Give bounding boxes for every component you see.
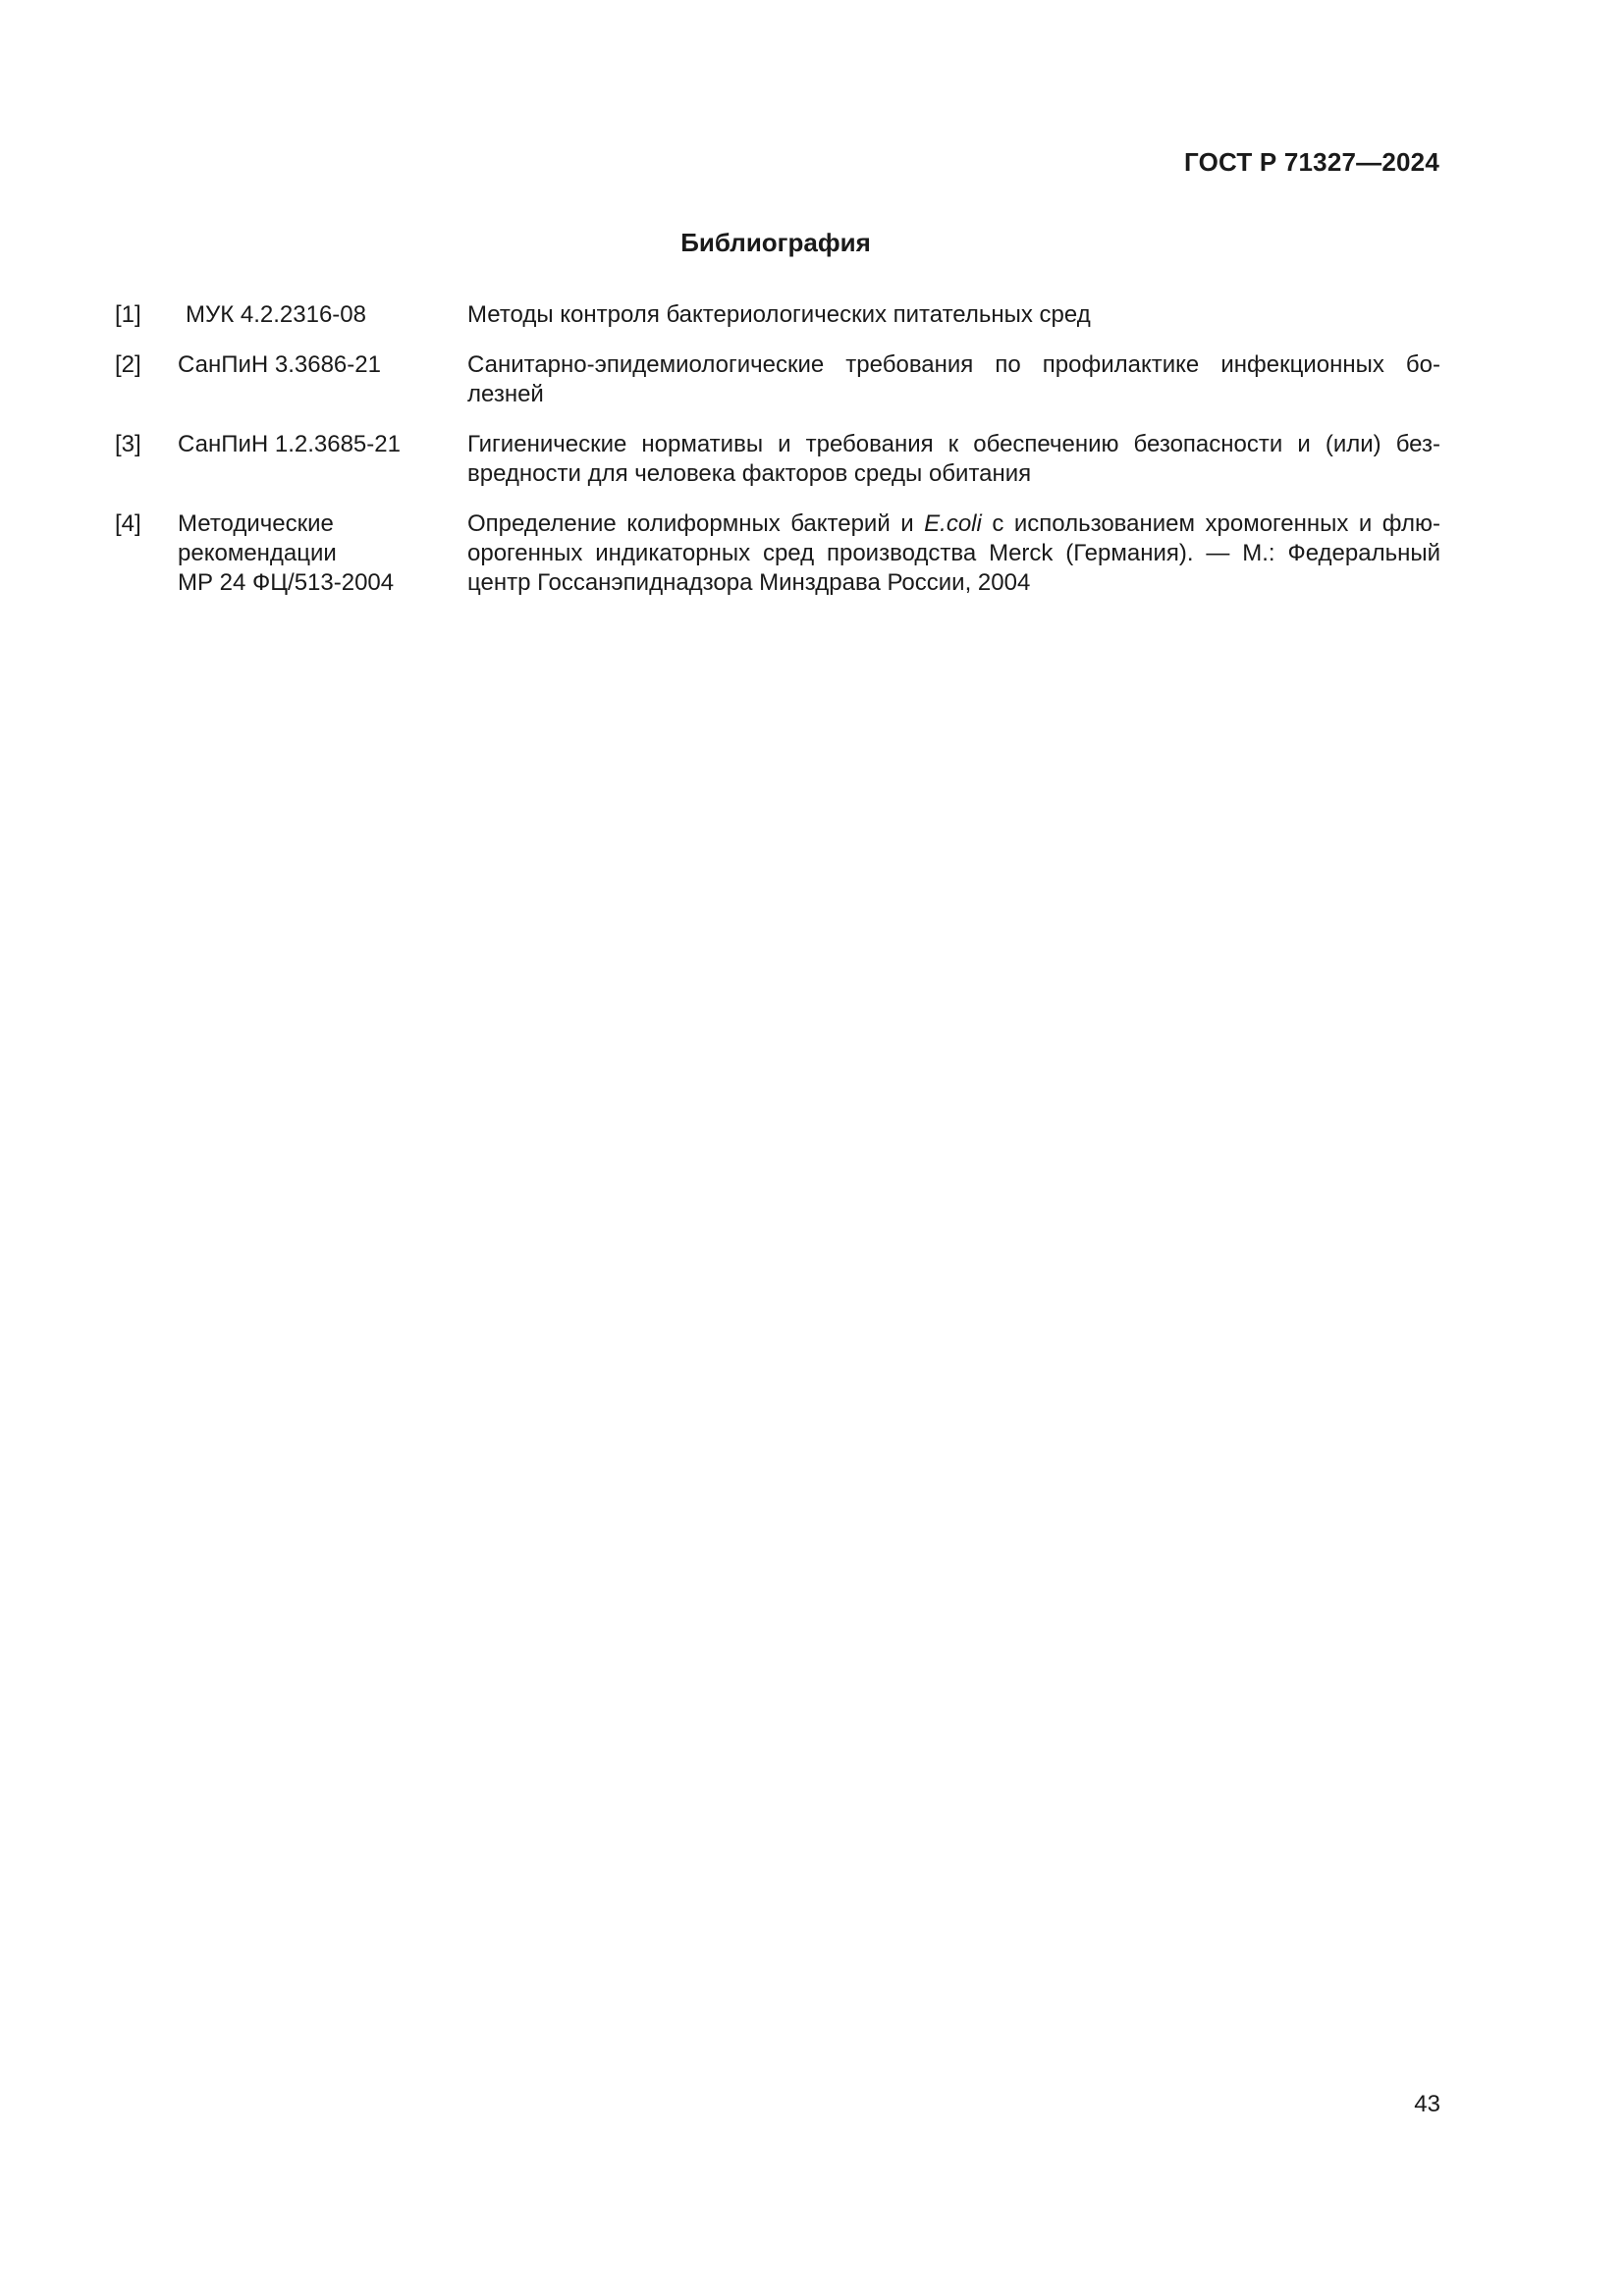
- entry-description-text: Определение колиформных бактерий и: [467, 510, 925, 537]
- entry-description-line: Санитарно-эпидемиологические требования по профилактике инфекционных бо-: [467, 351, 1440, 378]
- page-number: 43: [1414, 2091, 1440, 2117]
- entry-description-line: орогенных индикаторных сред производства Merck (Германия). — М.: Федеральный: [467, 540, 1440, 566]
- entry-number: [3]: [115, 431, 141, 457]
- entry-number: [1]: [115, 301, 141, 328]
- entry-code: [178, 300, 467, 330]
- entry-description-line: Методы контроля бактериологических питательных сред: [467, 301, 1091, 328]
- bibliography-entry-1: [115, 300, 1440, 330]
- page-title: Библиография: [680, 228, 871, 257]
- entry-description-line: лезней: [467, 381, 544, 407]
- entry-description-line: центр Госсанэпиднадзора Минздрава России, 2004: [467, 569, 1031, 596]
- entry-description-line: [467, 509, 1440, 539]
- entry-description-text: с использованием хромогенных и флю-: [981, 510, 1441, 537]
- entry-description: [467, 350, 1440, 409]
- entry-code: [178, 430, 467, 459]
- entry-code: [178, 350, 467, 380]
- entry-description-line: вредности для человека факторов среды обитания: [467, 460, 1032, 487]
- entry-code: [178, 509, 467, 598]
- entry-code-line: МР 24 ФЦ/513-2004: [178, 569, 395, 596]
- entry-description: [467, 509, 1440, 598]
- entry-description: [467, 430, 1440, 489]
- entry-description: [467, 300, 1440, 330]
- bibliography-entry-3: [115, 430, 1440, 489]
- entry-number: [4]: [115, 510, 141, 537]
- entry-description-italic: E.coli: [924, 510, 982, 537]
- entry-code-line: СанПиН 1.2.3685-21: [178, 431, 401, 457]
- entry-number: [2]: [115, 351, 141, 378]
- entry-code-line: рекомендации: [178, 540, 337, 566]
- document-standard-code: ГОСТ Р 71327—2024: [1184, 147, 1439, 177]
- entry-description-line: Гигиенические нормативы и требования к обеспечению безопасности и (или) без-: [467, 431, 1440, 457]
- bibliography-entry-2: [115, 350, 1440, 409]
- bibliography-list: [115, 300, 1440, 618]
- bibliography-entry-4: [115, 509, 1440, 598]
- entry-code-line: Методические: [178, 510, 334, 537]
- entry-code-line: МУК 4.2.2316-08: [186, 301, 366, 328]
- entry-code-line: СанПиН 3.3686-21: [178, 351, 381, 378]
